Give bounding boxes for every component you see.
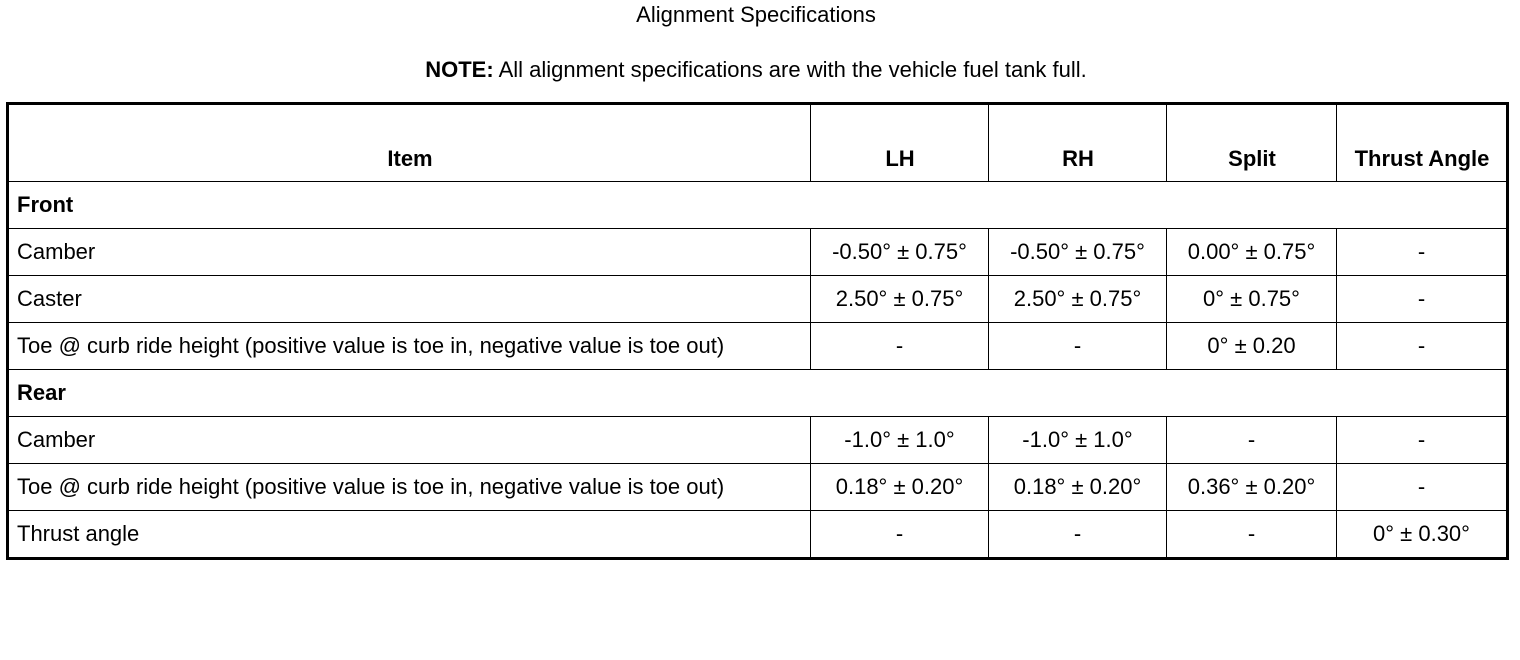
row-split: - [1167,417,1337,464]
section-row-front [8,182,1508,229]
row-split: 0° ± 0.20 [1167,323,1337,370]
row-lh: -0.50° ± 0.75° [811,229,989,276]
row-lh: 2.50° ± 0.75° [811,276,989,323]
header-lh: LH [811,104,989,182]
row-split: 0.36° ± 0.20° [1167,464,1337,511]
table-row [8,229,1508,276]
row-lh: - [811,511,989,559]
header-split: Split [1167,104,1337,182]
section-label-front: Front [8,182,1508,229]
row-thrust: - [1337,323,1508,370]
header-thrust-angle: Thrust Angle [1337,104,1508,182]
row-item: Toe @ curb ride height (positive value is toe in, negative value is toe out) [8,464,811,511]
note-text: All alignment specifications are with the vehicle fuel tank full. [493,57,1087,82]
row-rh: 2.50° ± 0.75° [989,276,1167,323]
row-rh: - [989,511,1167,559]
table-row [8,417,1508,464]
row-item: Camber [8,417,811,464]
row-item: Caster [8,276,811,323]
table-row [8,276,1508,323]
row-thrust: - [1337,417,1508,464]
row-thrust: - [1337,276,1508,323]
row-thrust: - [1337,464,1508,511]
alignment-spec-table [6,102,1509,560]
row-item: Camber [8,229,811,276]
section-row-rear [8,370,1508,417]
row-split: 0° ± 0.75° [1167,276,1337,323]
row-lh: - [811,323,989,370]
note [0,57,1512,83]
header-rh: RH [989,104,1167,182]
row-lh: -1.0° ± 1.0° [811,417,989,464]
table-row [8,323,1508,370]
table-row [8,464,1508,511]
row-rh: - [989,323,1167,370]
row-item: Toe @ curb ride height (positive value is toe in, negative value is toe out) [8,323,811,370]
row-thrust: - [1337,229,1508,276]
row-rh: 0.18° ± 0.20° [989,464,1167,511]
table-row [8,511,1508,559]
row-rh: -0.50° ± 0.75° [989,229,1167,276]
row-lh: 0.18° ± 0.20° [811,464,989,511]
header-row [8,104,1508,182]
row-split: 0.00° ± 0.75° [1167,229,1337,276]
row-rh: -1.0° ± 1.0° [989,417,1167,464]
row-thrust: 0° ± 0.30° [1337,511,1508,559]
section-label-rear: Rear [8,370,1508,417]
page-title: Alignment Specifications [636,2,876,27]
row-item: Thrust angle [8,511,811,559]
header-item: Item [8,104,811,182]
note-label: NOTE: [425,57,494,82]
row-split: - [1167,511,1337,559]
